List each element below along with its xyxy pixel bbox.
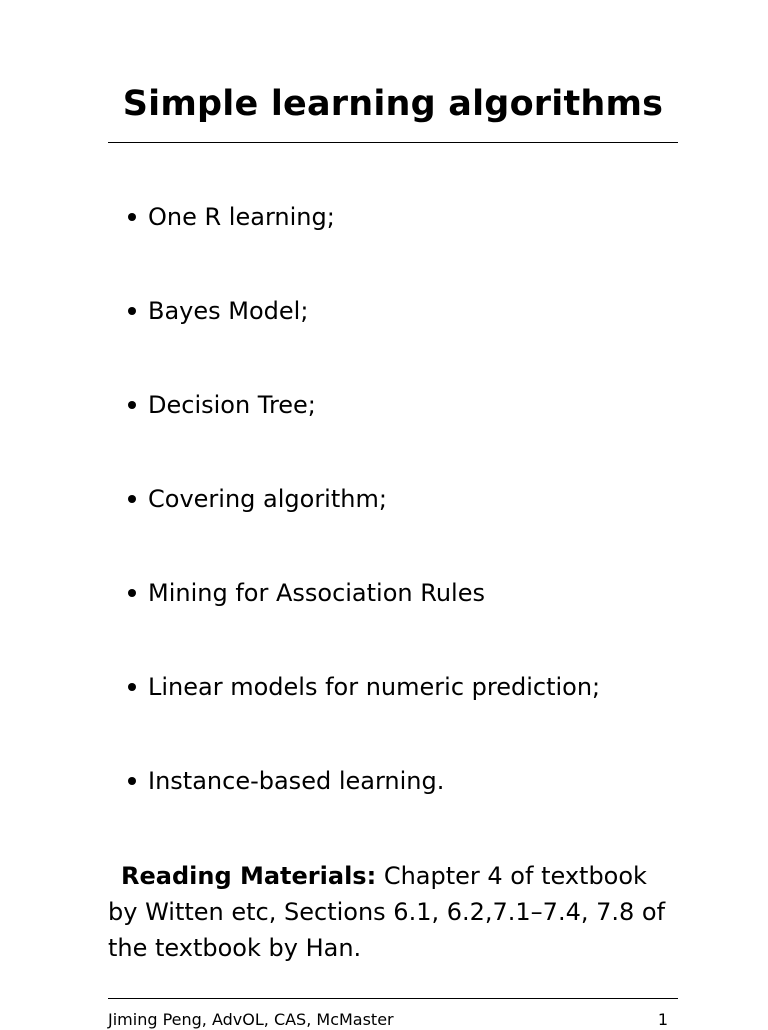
bullet-dot-icon xyxy=(128,307,136,315)
bullet-text: Bayes Model; xyxy=(148,297,309,325)
footer-author: Jiming Peng, AdvOL, CAS, McMaster xyxy=(108,1010,394,1029)
bullet-item xyxy=(128,764,444,798)
bullet-item xyxy=(128,388,316,422)
bullet-dot-icon xyxy=(128,213,136,221)
reading-materials xyxy=(108,858,680,966)
reading-materials-label: Reading Materials: xyxy=(121,862,377,890)
bullet-dot-icon xyxy=(128,683,136,691)
bullet-dot-icon xyxy=(128,589,136,597)
bullet-item xyxy=(128,482,387,516)
bullet-text: Mining for Association Rules xyxy=(148,579,485,607)
bullet-dot-icon xyxy=(128,777,136,785)
bullet-item xyxy=(128,294,308,328)
bullet-text: One R learning; xyxy=(148,203,335,231)
bullet-item xyxy=(128,200,335,234)
bullet-item xyxy=(128,670,600,704)
bullet-dot-icon xyxy=(128,401,136,409)
reading-materials-text: Chapter 4 of textbook by Witten etc, Sections 6.1, 6.2,7.1–7.4, 7.8 of the textbook by Han. xyxy=(108,862,666,962)
footer-divider xyxy=(108,998,678,999)
bullet-dot-icon xyxy=(128,495,136,503)
bullet-text: Linear models for numeric prediction; xyxy=(148,673,601,701)
bullet-item xyxy=(128,576,485,610)
bullet-text: Instance-based learning. xyxy=(148,767,445,795)
page-number: 1 xyxy=(657,1010,668,1029)
bullet-text: Covering algorithm; xyxy=(148,485,387,513)
title-divider xyxy=(108,142,678,143)
slide-title: Simple learning algorithms xyxy=(122,84,664,124)
bullet-text: Decision Tree; xyxy=(148,391,316,419)
